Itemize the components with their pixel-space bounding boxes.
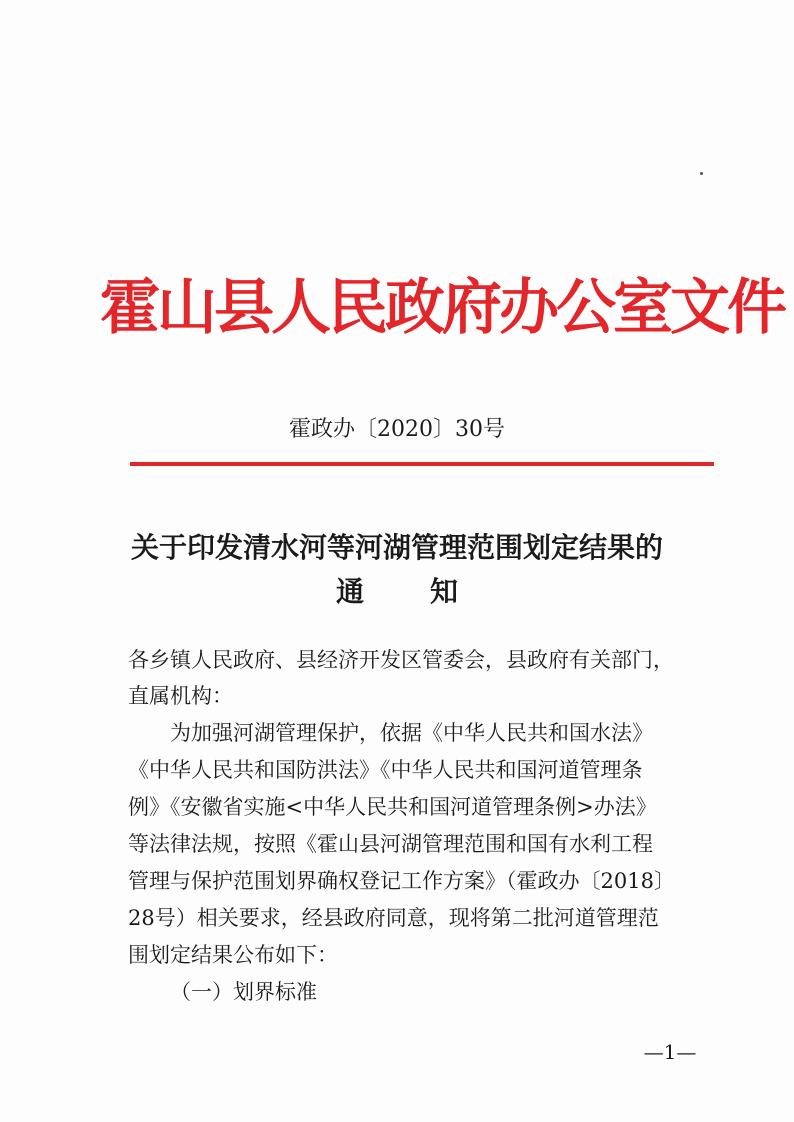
section-heading: （一）划界标准	[170, 980, 317, 1004]
body-paragraph-line: 为加强河湖管理保护，依据《中华人民共和国水法》	[170, 721, 653, 745]
notice-title-char-left: 通	[335, 575, 364, 608]
body-paragraph-line: 管理与保护范围划界确权登记工作方案》（霍政办〔2018〕	[128, 869, 675, 893]
notice-title-line-2	[0, 572, 794, 612]
scan-speck	[700, 172, 703, 175]
page-number: —1—	[643, 1040, 697, 1064]
document-number: 霍政办〔2020〕30号	[289, 417, 505, 442]
body-paragraph-line: 《中华人民共和国防洪法》《中华人民共和国河道管理条	[128, 758, 643, 782]
body-paragraph-line: 28号）相关要求，经县政府同意，现将第二批河道管理范	[128, 906, 659, 930]
red-header-title: 霍山县人民政府办公室文件	[100, 273, 784, 343]
addressee-line: 各乡镇人民政府、县经济开发区管委会，县政府有关部门，	[128, 648, 674, 672]
red-divider-line	[130, 462, 714, 466]
body-paragraph-line: 例》《安徽省实施<中华人民共和国河道管理条例>办法》	[128, 795, 657, 819]
body-paragraph-line: 围划定结果公布如下：	[128, 943, 338, 967]
addressee-line: 直属机构：	[128, 684, 233, 708]
notice-title-char-right: 知	[430, 575, 459, 608]
notice-title-line-1: 关于印发清水河等河湖管理范围划定结果的	[130, 531, 663, 564]
body-paragraph-line: 等法律法规，按照《霍山县河湖管理范围和国有水利工程	[128, 832, 653, 856]
